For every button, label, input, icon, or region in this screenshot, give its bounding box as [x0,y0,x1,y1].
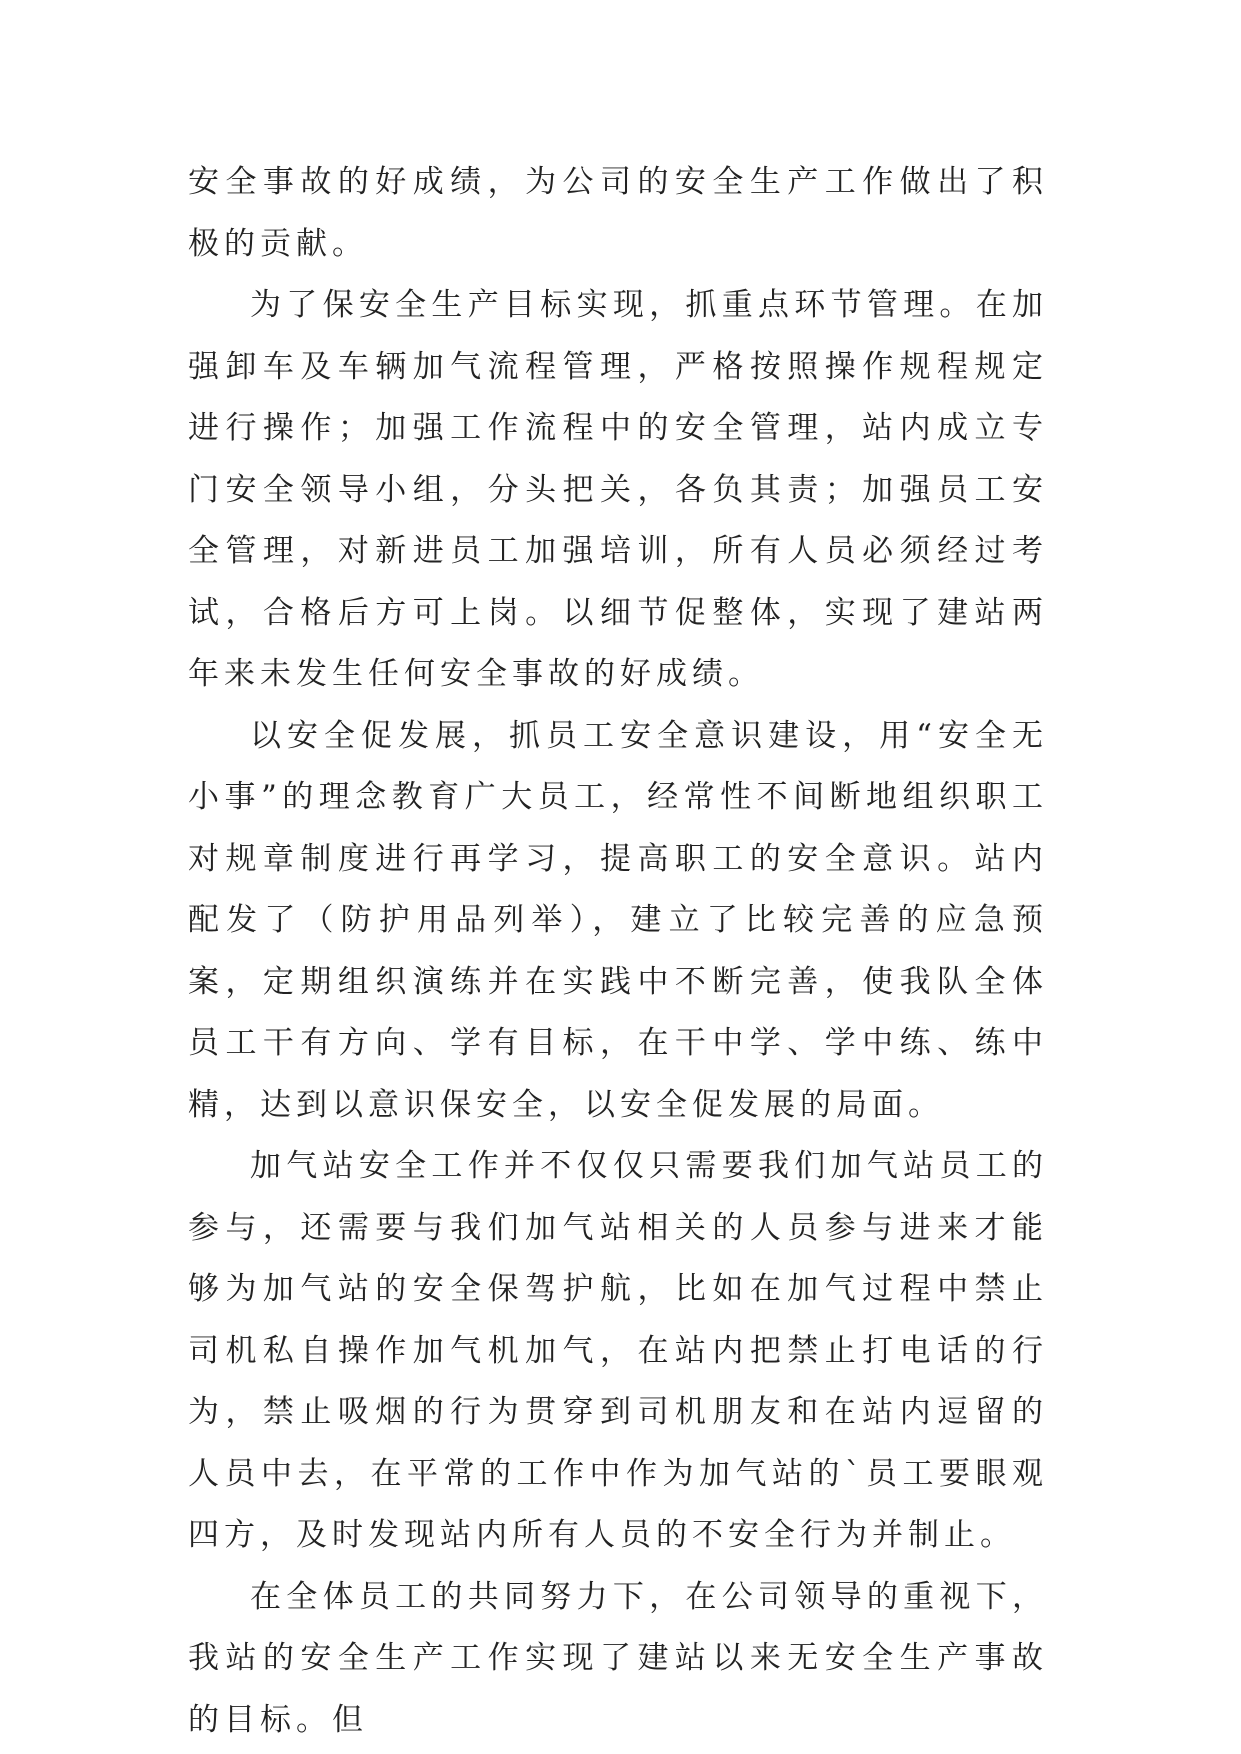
paragraph-safety-awareness: 以安全促发展，抓员工安全意识建设，用“安全无小事”的理念教育广大员工，经常性不间断地组织职工对规章制度进行再学习，提高职工的安全意识。站内配发了（防护用品列举），建立了比较完善的应急预案，定期组织演练并在实践中不断完善，使我队全体员工干有方向、学有目标，在干中学、学中练、练中精，达到以意识保安全，以安全促发展的局面。 [188,717,1048,1123]
document-body [188,152,1048,1751]
paragraph-key-process-management: 为了保安全生产目标实现，抓重点环节管理。在加强卸车及车辆加气流程管理，严格按照操作规程规定进行操作；加强工作流程中的安全管理，站内成立专门安全领导小组，分头把关，各负其责；加强员工安全管理，对新进员工加强培训，所有人员必须经过考试，合格后方可上岗。以细节促整体，实现了建站两年来未发生任何安全事故的好成绩。 [188,287,1048,692]
paragraph-joint-effort: 在全体员工的共同努力下，在公司领导的重视下，我站的安全生产工作实现了建站以来无安全生产事故的目标。但 [188,1578,1048,1738]
paragraph-continuation: 安全事故的好成绩，为公司的安全生产工作做出了积极的贡献。 [188,164,1048,262]
paragraph-related-personnel: 加气站安全工作并不仅仅只需要我们加气站员工的参与，还需要与我们加气站相关的人员参与进来才能够为加气站的安全保驾护航，比如在加气过程中禁止司机私自操作加气机加气，在站内把禁止打电话的行为，禁止吸烟的行为贯穿到司机朋友和在站内逗留的人员中去，在平常的工作中作为加气站的`员工要眼观四方，及时发现站内所有人员的不安全行为并制止。 [188,1148,1048,1553]
